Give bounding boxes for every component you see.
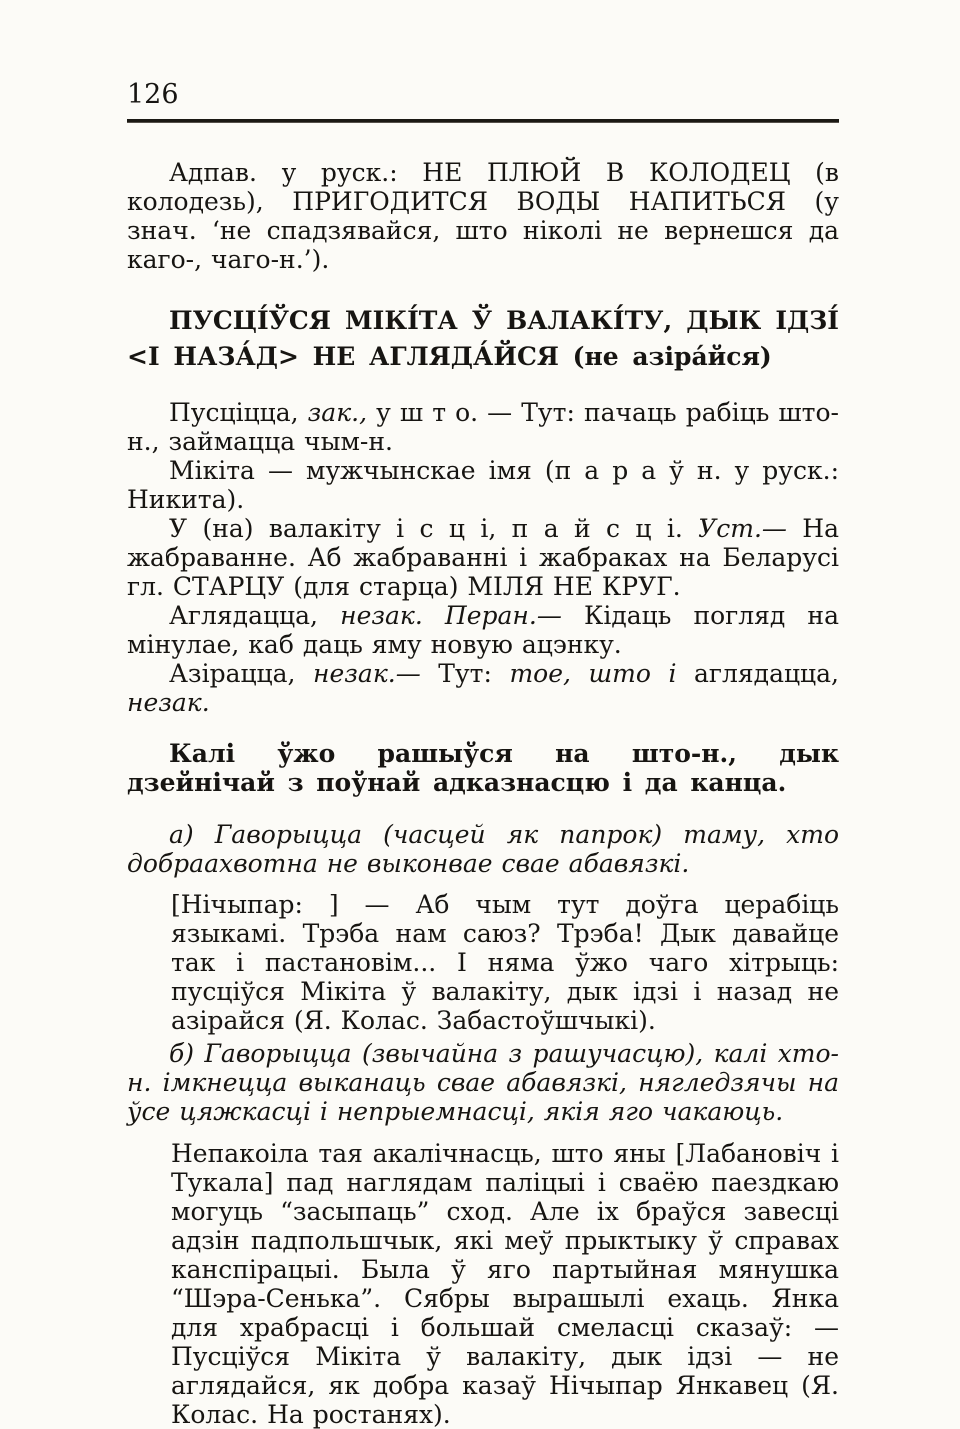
grammar-label: Уст.— xyxy=(698,514,787,543)
definition-u-na-valakitu xyxy=(127,514,839,601)
meaning-paragraph: Калі ўжо рашыўся на што-н., дык дзейнічай з поўнай адказнасцю і да канца. xyxy=(127,739,839,797)
definition-text: Тут: xyxy=(420,659,510,688)
cross-reference: тое, што і xyxy=(509,659,695,688)
definition-text: На жабраванне. Аб жабраванні і жабраках на Беларусі гл. СТАРЦУ (для старца) МІЛЯ НЕ КРУГ. xyxy=(127,514,839,601)
definition-word: Аглядацца, xyxy=(169,601,341,630)
definitions-block xyxy=(127,398,839,717)
grammar-label: незак. xyxy=(127,688,210,717)
definition-text: у ш т о. — Тут: пачаць рабіць што-н., займацца чым-н. xyxy=(127,398,839,456)
definition-pusticca xyxy=(127,398,839,456)
definition-text: аглядацца, xyxy=(694,659,839,688)
definition-word: Азірацца, xyxy=(169,659,314,688)
definition-word: У (на) валакіту і с ц і, п а й с ц і. xyxy=(169,514,699,543)
usage-note-a: а) Гаворыцца (часцей як папрок) таму, хто добраахвотна не выконвае свае абавязкі. xyxy=(127,820,839,878)
page-number: 126 xyxy=(127,79,179,110)
definition-word: Пусціцца, xyxy=(169,398,308,427)
definition-agliadacca xyxy=(127,601,839,659)
quotation-example-a: [Нічыпар: ] — Аб чым тут доўга церабіць языкамі. Трэба нам саюз? Трэба! Дык давайце так і пастановім... І няма ўжо чаго хітрыць: пусціўся Мікіта ў валакіту, дык ідзі і назад не азірайся (Я. Колас. Забастоўшчыкі). xyxy=(171,890,839,1035)
usage-note-b: б) Гаворыцца (звычайна з рашучасцю), калі хто-н. імкнецца выканаць свае абавязкі, нягледзячы на ўсе цяжкасці і непрыемнасці, якія яго чакаюць. xyxy=(127,1039,839,1126)
definition-text: Кідаць погляд на мінулае, каб даць яму новую ацэнку. xyxy=(127,601,839,659)
grammar-label: незак.— xyxy=(313,659,421,688)
quotation-example-b: Непакоіла тая акалічнасць, што яны [Лабановіч і Тукала] пад наглядам паліцыі і сваёю паездкаю могуць “засыпаць” сход. Але іх браўся завесці адзін падпольшчык, які меў прыктыку ў справах канспірацыі. Была ў яго партыйная мянушка “Шэра-Сенька”. Сябры вырашылі ехаць. Янка для храбрасці і большай смеласці сказаў: — Пусціўся Мікіта ў валакіту, дык ідзі — не аглядайся, як добра казаў Нічыпар Янкавец (Я. Колас. На ростанях). xyxy=(171,1139,839,1429)
headword-paragraph: ПУСЦІ́ЎСЯ МІКІ́ТА Ў ВАЛАКІ́ТУ, ДЫК ІДЗІ́ <І НАЗА́Д> НЕ АГЛЯДА́ЙСЯ (не азіра́йся) xyxy=(127,306,839,371)
definition-aziracca xyxy=(127,659,839,717)
russian-equivalent-paragraph: Адпав. у руск.: НЕ ПЛЮЙ В КОЛОДЕЦ (в колодезь), ПРИГОДИТСЯ ВОДЫ НАПИТЬСЯ (у знач. ‘не спадзявайся, што ніколі не вернешся да каго-, чаго-н.’). xyxy=(127,158,839,274)
entry-content xyxy=(127,158,839,1429)
header-rule xyxy=(127,119,839,123)
grammar-label: незак. Перан.— xyxy=(340,601,562,630)
grammar-label: зак., xyxy=(307,398,368,427)
definition-mikita: Мікіта — мужчынскае імя (п а р а ў н. у руск.: Никита). xyxy=(127,456,839,514)
